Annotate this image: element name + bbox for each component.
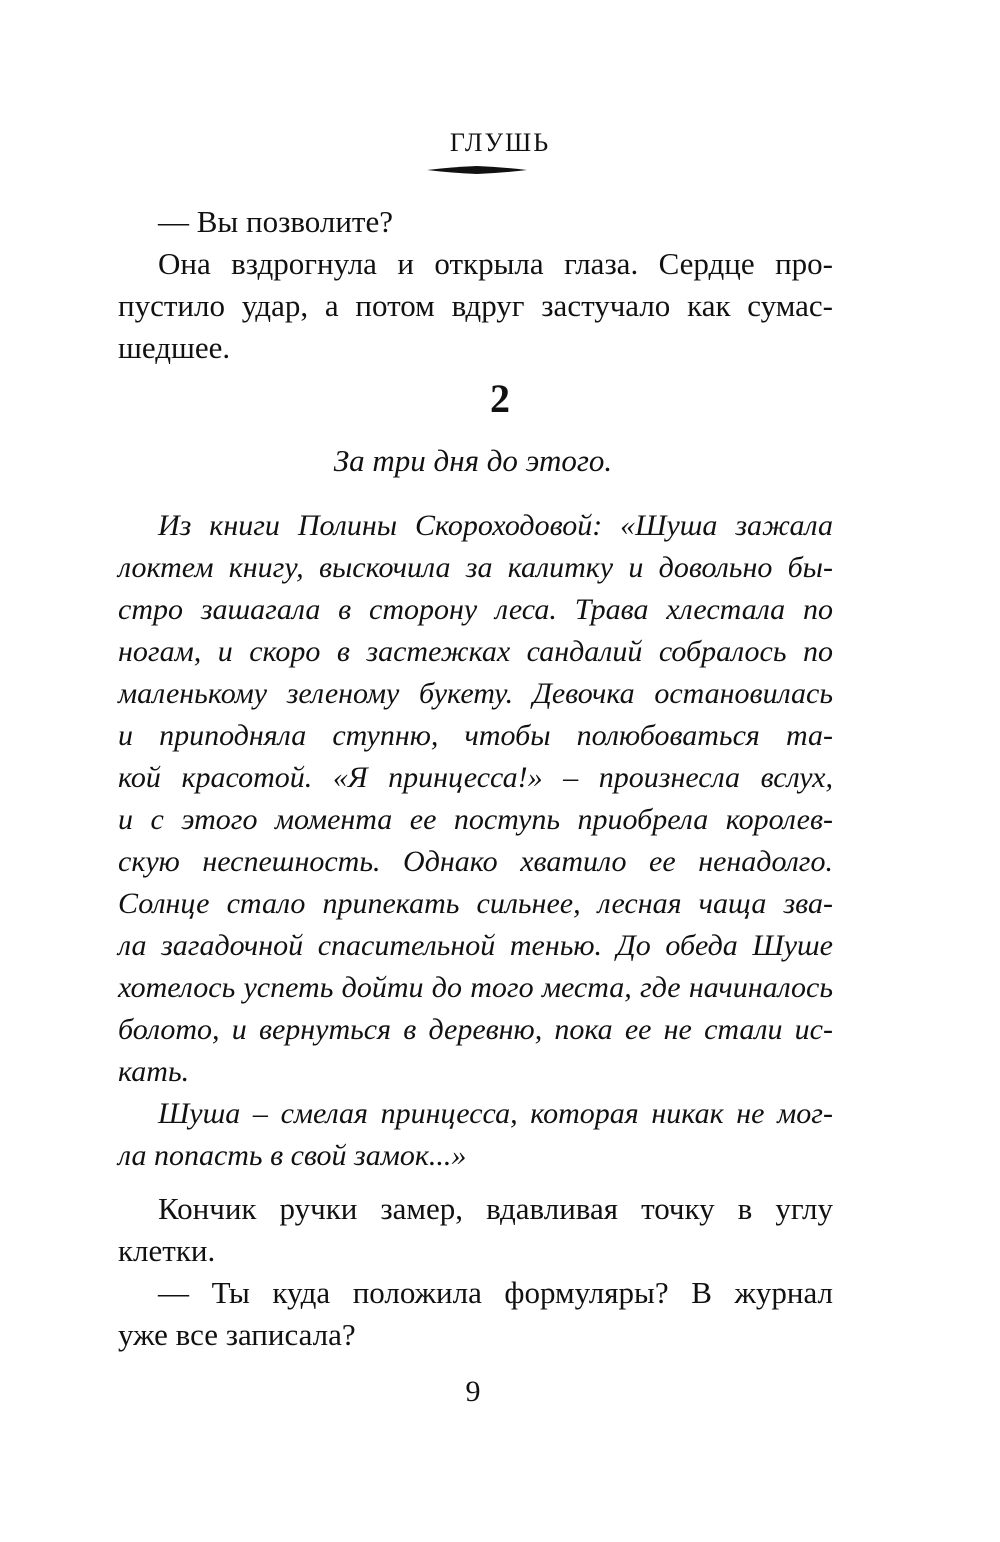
dialogue-line: — Вы позволите?	[158, 204, 393, 239]
excerpt-line: ла загадочной спасительной тенью. До обеда Шуше	[118, 929, 833, 962]
excerpt-line: стро зашагала в сторону леса. Трава хлестала по	[118, 593, 833, 626]
excerpt-line: Шуша – смелая принцесса, которая никак не мог-	[158, 1097, 833, 1130]
closing-paragraphs	[118, 1188, 833, 1356]
excerpt-line: скую неспешность. Однако хватило ее ненадолго.	[118, 845, 833, 878]
excerpt-line: и приподняла ступню, чтобы полюбоваться та-	[118, 719, 833, 752]
excerpt-line: ногам, и скоро в застежках сандалий собралось по	[118, 635, 833, 668]
excerpt-line: Из книги Полины Скороходовой: «Шуша зажала	[158, 509, 833, 542]
chapter-number: 2	[490, 376, 510, 421]
book-excerpt	[118, 505, 833, 1177]
paragraph-line: клетки.	[118, 1233, 216, 1268]
excerpt-line: кать.	[118, 1055, 190, 1088]
excerpt-line: ла попасть в свой замок...»	[118, 1139, 467, 1172]
excerpt-line: болото, и вернуться в деревню, пока ее не стали ис-	[118, 1013, 833, 1046]
excerpt-line: маленькому зеленому букету. Девочка остановилась	[118, 677, 833, 710]
excerpt-line: хотелось успеть дойти до того места, где начиналось	[118, 971, 833, 1004]
page-number: 9	[465, 1375, 481, 1408]
dialogue-line: уже все записала?	[118, 1317, 356, 1352]
ornament-divider-icon	[427, 166, 527, 174]
paragraph-line: пустило удар, а потом вдруг застучало как сумас-	[118, 288, 833, 323]
excerpt-line: Солнце стало припекать сильнее, лесная чаща зва-	[118, 887, 833, 920]
excerpt-line: кой красотой. «Я принцесса!» – произнесла вслух,	[118, 761, 833, 794]
paragraph-line: шедшее.	[118, 330, 231, 365]
dialogue-line: — Ты куда положила формуляры? В журнал	[158, 1275, 833, 1310]
paragraph-line: Она вздрогнула и открыла глаза. Сердце про-	[158, 246, 833, 281]
chapter-date-line: За три дня до этого.	[333, 443, 613, 478]
running-head: ГЛУШЬ	[449, 128, 551, 157]
opening-paragraphs	[118, 201, 833, 369]
excerpt-line: локтем книгу, выскочила за калитку и довольно бы-	[118, 551, 833, 584]
paragraph-line: Кончик ручки замер, вдавливая точку в углу	[158, 1191, 833, 1226]
excerpt-line: и с этого момента ее поступь приобрела королев-	[118, 803, 833, 836]
